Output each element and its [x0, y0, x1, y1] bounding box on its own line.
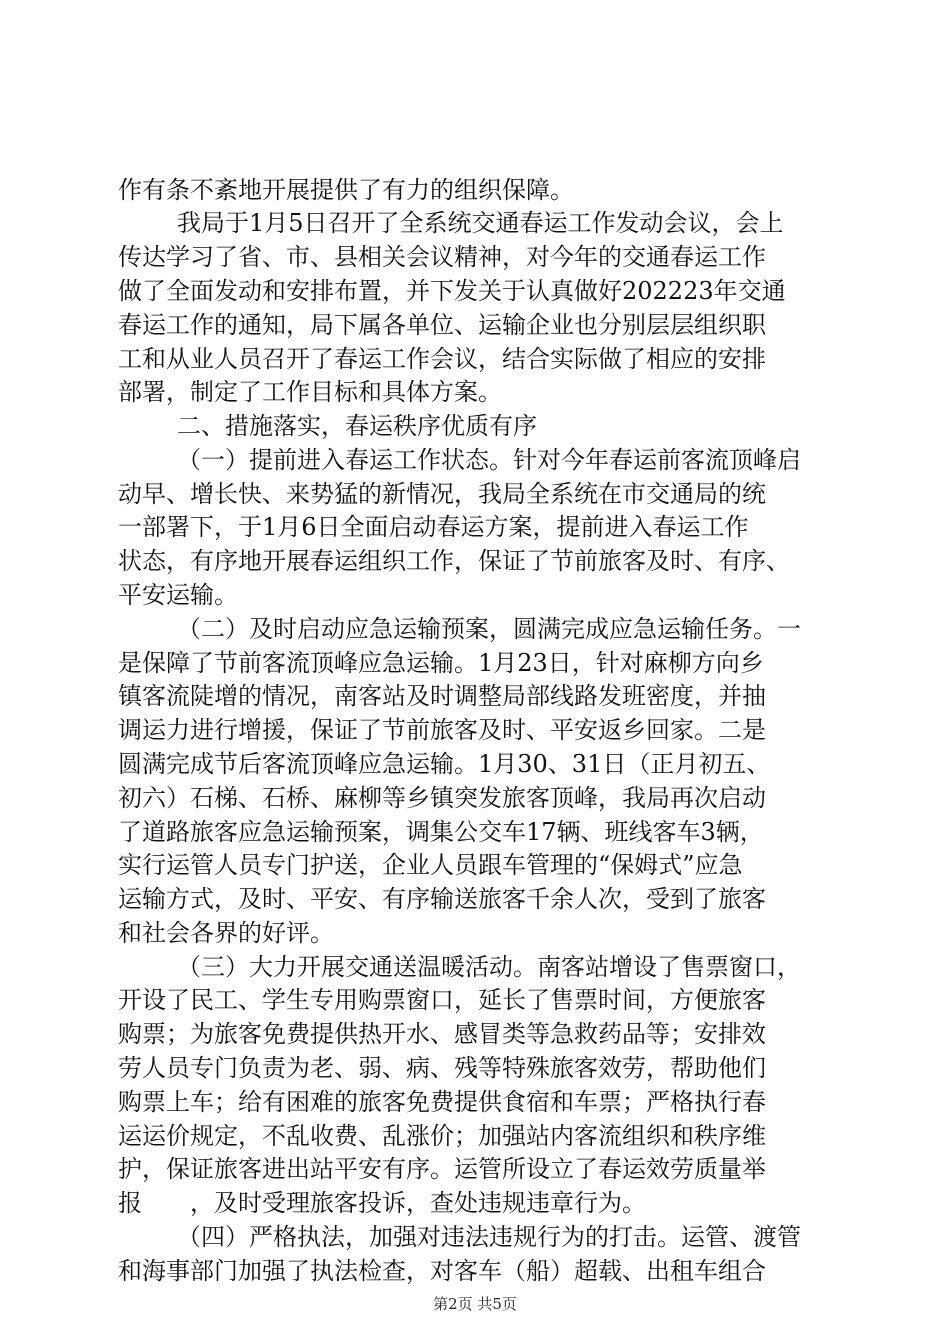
text-line: 春运工作的通知，局下属各单位、运输企业也分别层层组织职 [118, 311, 766, 339]
text-line: 购票；为旅客免费提供热开水、感冒类等急救药品等；安排效 [118, 1020, 766, 1048]
text-line: （三）大力开展交通送温暖活动。南客站增设了售票窗口， [177, 953, 801, 981]
text-line: 工和从业人员召开了春运工作会议，结合实际做了相应的安排 [118, 345, 766, 373]
text-line: 初六）石梯、石桥、麻柳等乡镇突发旅客顶峰，我局再次启动 [118, 784, 766, 812]
text-line: 运运价规定，不乱收费、乱涨价；加强站内客流组织和秩序维 [118, 1122, 766, 1150]
text-line: 一部署下，于1月6日全面启动春运方案，提前进入春运工作 [118, 513, 749, 541]
text-line: 我局于1月5日召开了全系统交通春运工作发动会议，会上 [177, 209, 784, 237]
text-line: 动早、增长快、来势猛的新情况，我局全系统在市交通局的统 [118, 480, 766, 508]
page-number-label: 第2页 共5页 [433, 1295, 517, 1313]
text-line: 购票上车；给有困难的旅客免费提供食宿和车票；严格执行春 [118, 1088, 766, 1116]
text-line: 和社会各界的好评。 [118, 919, 334, 947]
text-line: （一）提前进入春运工作状态。针对今年春运前客流顶峰启 [177, 446, 801, 474]
text-line: 护，保证旅客进出站平安有序。运管所设立了春运效劳质量举 [118, 1155, 766, 1183]
text-line: 报 ，及时受理旅客投诉，查处违规违章行为。 [118, 1189, 646, 1217]
text-line: 实行运管人员专门护送，企业人员跟车管理的“保姆式”应急 [118, 851, 743, 879]
text-line: 调运力进行增援，保证了节前旅客及时、平安返乡回家。二是 [118, 716, 766, 744]
text-line: 了道路旅客应急运输预案，调集公交车17辆、班线客车3辆， [118, 818, 764, 846]
text-line: 和海事部门加强了执法检查，对客车（船）超载、出租车组合 [118, 1257, 766, 1285]
text-line: 做了全面发动和安排布置，并下发关于认真做好202223年交通 [118, 277, 786, 305]
text-line: 运输方式，及时、平安、有序输送旅客千余人次，受到了旅客 [118, 885, 766, 913]
text-line: 镇客流陡增的情况，南客站及时调整局部线路发班密度，并抽 [118, 682, 766, 710]
text-line: 传达学习了省、市、县相关会议精神，对今年的交通春运工作 [118, 243, 766, 271]
page-number-footer [0, 1294, 950, 1314]
text-line: 是保障了节前客流顶峰应急运输。1月23日，针对麻柳方向乡 [118, 649, 764, 677]
text-line: （二）及时启动应急运输预案，圆满完成应急运输任务。一 [177, 615, 801, 643]
text-line: 平安运输。 [118, 581, 238, 609]
text-line: （四）严格执法，加强对违法违规行为的打击。运管、渡管 [177, 1223, 801, 1251]
text-line: 开设了民工、学生专用购票窗口，延长了售票时间，方便旅客 [118, 986, 766, 1014]
text-line: 圆满完成节后客流顶峰应急运输。1月30、31日（正月初五、 [118, 750, 771, 778]
section-heading: 二、措施落实，春运秩序优质有序 [177, 412, 537, 440]
text-line: 状态，有序地开展春运组织工作，保证了节前旅客及时、有序、 [118, 547, 790, 575]
text-line: 劳人员专门负责为老、弱、病、残等特殊旅客效劳，帮助他们 [118, 1054, 766, 1082]
text-line: 作有条不紊地开展提供了有力的组织保障。 [118, 176, 574, 204]
text-line: 部署，制定了工作目标和具体方案。 [118, 378, 502, 406]
